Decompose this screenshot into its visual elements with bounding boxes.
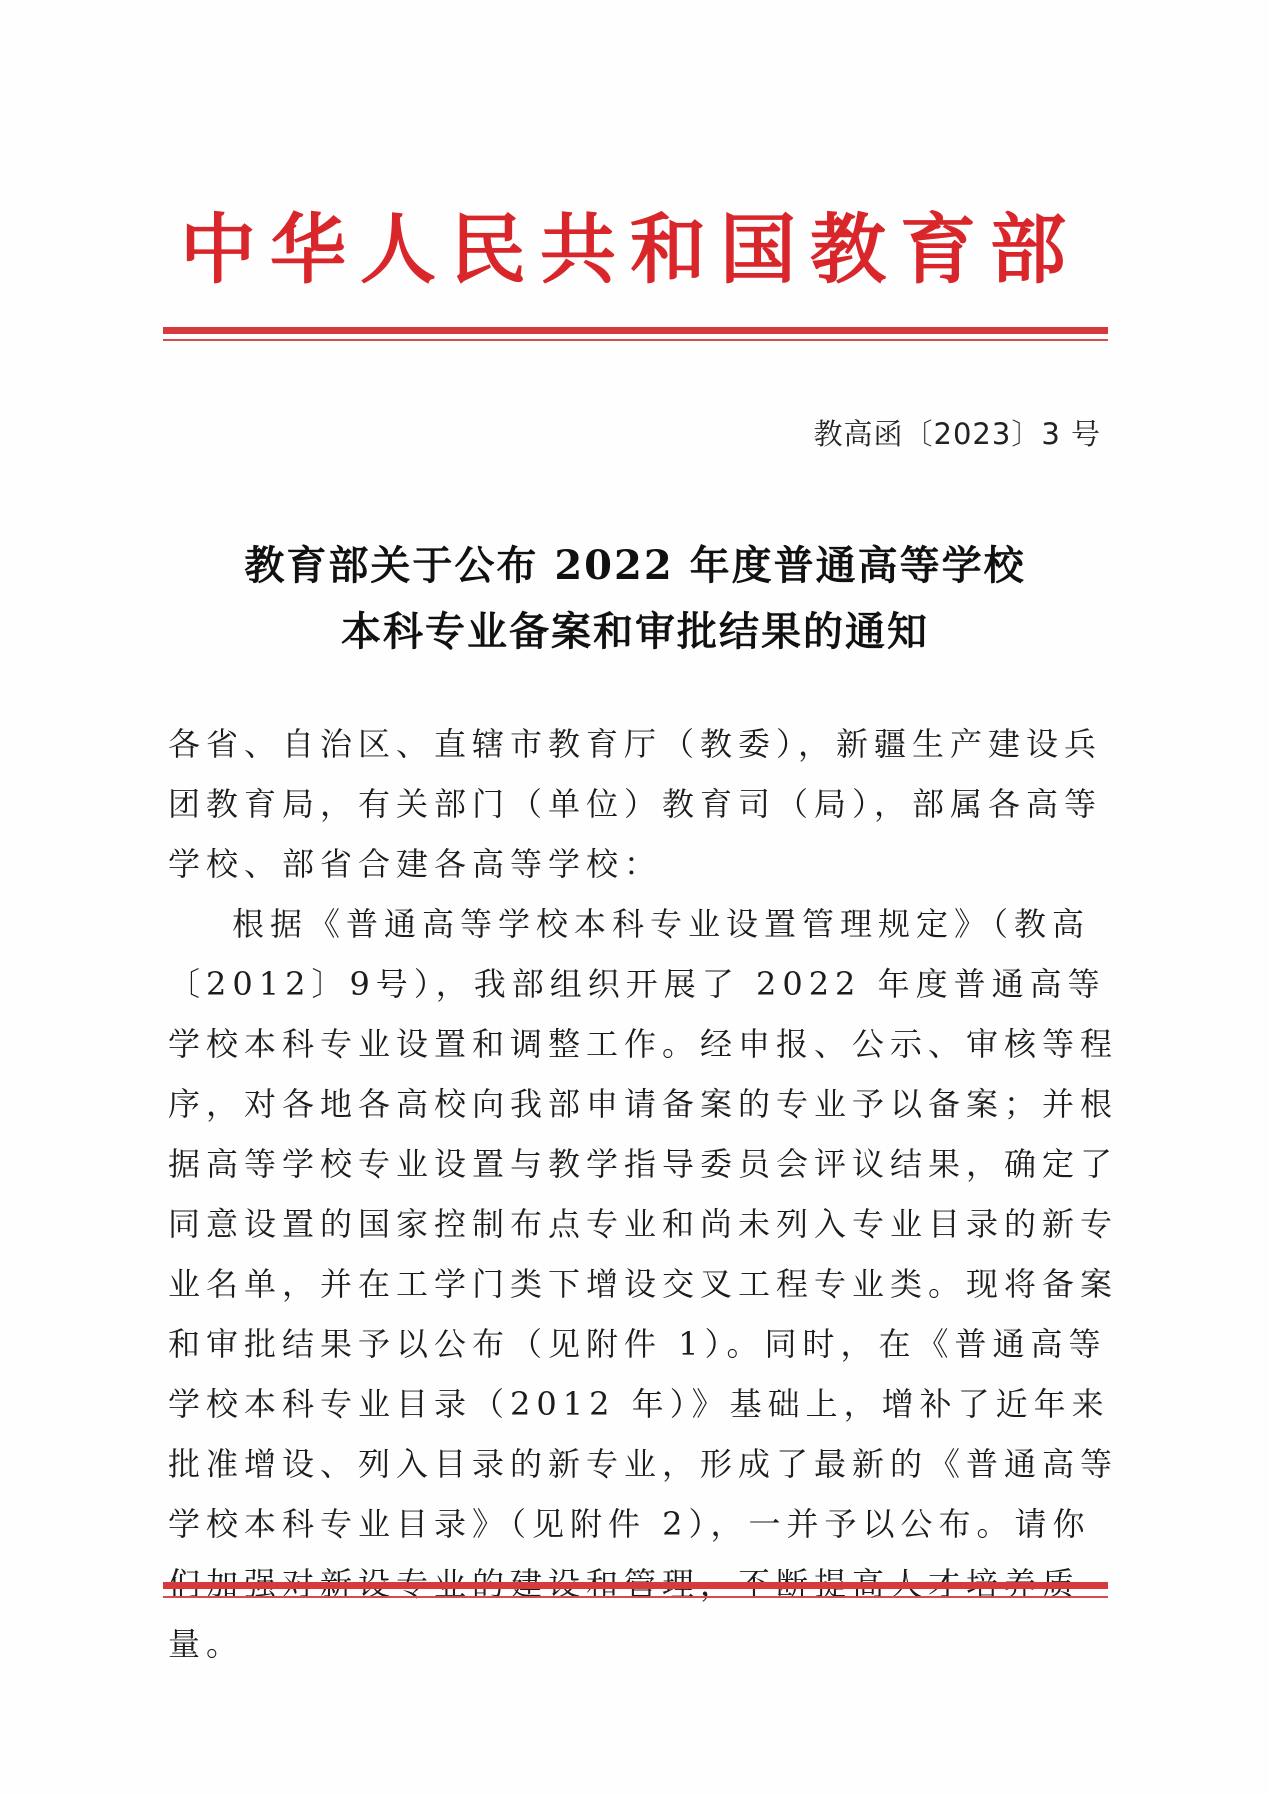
document-title-line-1: 教育部关于公布 2022 年度普通高等学校 [244, 542, 1026, 589]
issuer-masthead: 中华人民共和国教育部 [180, 205, 1080, 294]
header-red-rule-thin [163, 339, 1108, 341]
addressee-paragraph: 各省、自治区、直辖市教育厅（教委），新疆生产建设兵团教育局，有关部门（单位）教育司（局），部属各高等学校、部省合建各高等学校： [168, 725, 1103, 883]
body-paragraph: 根据《普通高等学校本科专业设置管理规定》（教高〔2012〕9号），我部组织开展了 2022 年度普通高等学校本科专业设置和调整工作。经申报、公示、审核等程序，对各地各高校向我部申请备案的专业予以备案；并根据高等学校专业设置与教学指导委员会评议结果，确定了同意设置的国家控制布点专业和尚未列入专业目录的新专业名单，并在工学门类下增设交叉工程专业类。现将备案和审批结果予以公布（见附件 1）。同时，在《普通高等学校本科专业目录（2012 年）》基础上，增补了近年来批准增设、列入目录的新专业，形成了最新的《普通高等学校本科专业目录》（见附件 2），一并予以公布。请你 量。 [168, 905, 1119, 1663]
header-red-rule-thick [163, 327, 1108, 334]
footer-red-rule-thick [163, 1582, 1108, 1589]
footer-red-rule-thin [163, 1596, 1108, 1598]
document-number: 教高函〔2023〕3 号 [813, 417, 1101, 451]
document-title-line-2: 本科专业备案和审批结果的通知 [341, 608, 929, 655]
